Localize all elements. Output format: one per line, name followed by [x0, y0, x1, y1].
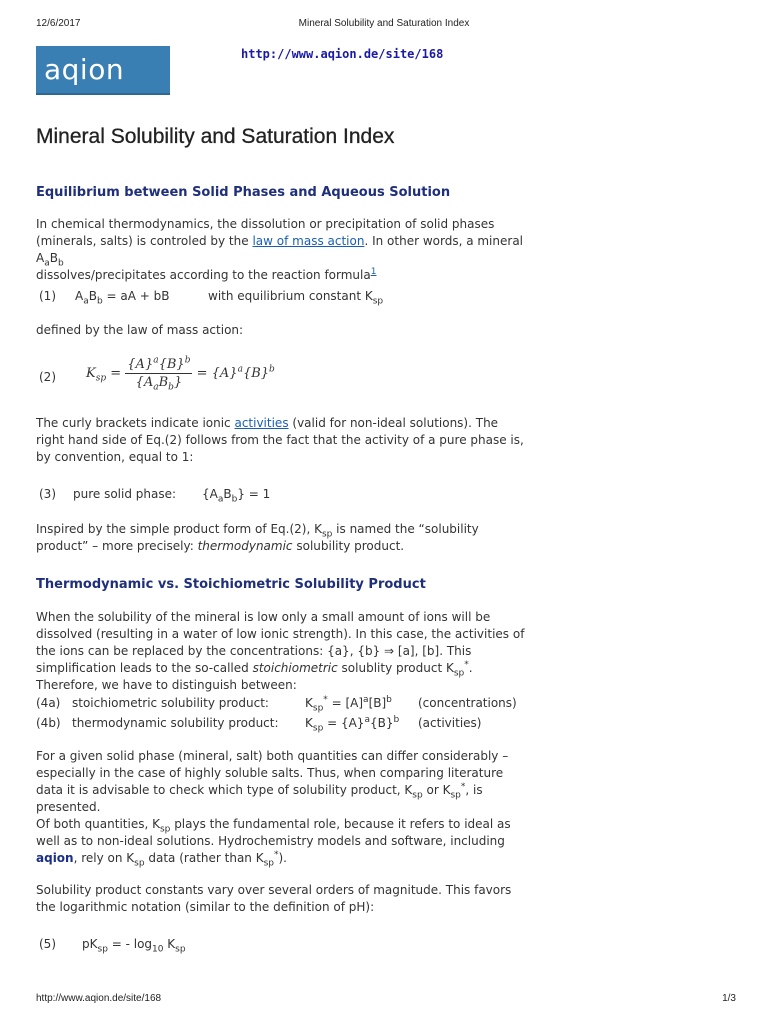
table-row: (4b) thermodynamic solubility product: $K_{sp} = \{A\}^a\{B\}^b$ (activities): [36, 714, 482, 733]
print-title: Mineral Solubility and Saturation Index: [298, 18, 470, 29]
page-title: Mineral Solubility and Saturation Index: [36, 125, 395, 148]
paragraph-curly-brackets: The curly brackets indicate ionic activities (valid for non-ideal solutions). The right hand side of Eq.(2) follows from the fact that the activity of a pure phase is, by convention, equal to 1:: [36, 416, 524, 464]
footnote-1-link[interactable]: 1: [370, 267, 377, 277]
activities-link[interactable]: activities: [234, 416, 289, 430]
paragraph-intro: In chemical thermodynamics, the dissolution or precipitation of solid phases (minerals, salts) is controled by the law of mass action. In other words, a mineral $A_aB_b$ dissolves/precipitates according to the reaction formula$^1$: [36, 217, 524, 282]
paragraph-both-quantities: Of both quantities, $K_{sp}$ plays the fundamental role, because it refers to ideal as well as to non-ideal solutions. Hydrochemistry models and software, including aqion, rely on $K_{sp}$ data (rather than $K_{sp}^*$).: [36, 817, 511, 869]
page-number: 1/3: [722, 993, 736, 1004]
table-row: (4a) stoichiometric solubility product: $K_{sp}^* = [A]^a[B]^b$ (concentrations): [36, 694, 517, 713]
site-url-link[interactable]: http://www.aqion.de/site/168: [241, 47, 444, 61]
footer-url: http://www.aqion.de/site/168: [36, 993, 162, 1004]
logo-text: aqion: [44, 52, 125, 86]
section-heading-thermodynamic: Thermodynamic vs. Stoichiometric Solubility Product: [36, 577, 426, 592]
paragraph-defined: defined by the law of mass action:: [36, 323, 244, 337]
section-heading-equilibrium: Equilibrium between Solid Phases and Aqueous Solution: [36, 185, 451, 200]
solubility-product-table: [36, 693, 517, 733]
print-date: 12/6/2017: [36, 18, 81, 29]
paragraph-low-solubility: When the solubility of the mineral is low only a small amount of ions will be dissolved (resulting in a water of low ionic strength). In this case, the activities of the ions can be replaced by the concentrations: {a}, {b} ⇒ [a], [b]. This simplification leads to the so-called stoichiometric solublity product $K_{sp}^*$. Therefore, we have to distinguish between:: [36, 610, 525, 692]
paragraph-given-phase: For a given solid phase (mineral, salt) both quantities can differ considerably – especially in the case of highly soluble salts. Thus, when comparing literature data it is advisable to check which type of solubility product, $K_{sp}$ or $K_{sp}^*$, is presented.: [36, 749, 509, 814]
law-of-mass-action-link[interactable]: law of mass action: [252, 234, 365, 248]
paragraph-inspired: Inspired by the simple product form of Eq.(2), $K_{sp}$ is named the “solubility product” – more precisely: thermodynamic solubility product.: [36, 522, 479, 553]
aqion-logo[interactable]: [36, 46, 170, 95]
paragraph-orders-of-magnitude: Solubility product constants vary over several orders of magnitude. This favors the logarithmic notation (similar to the definition of pH):: [36, 883, 512, 914]
